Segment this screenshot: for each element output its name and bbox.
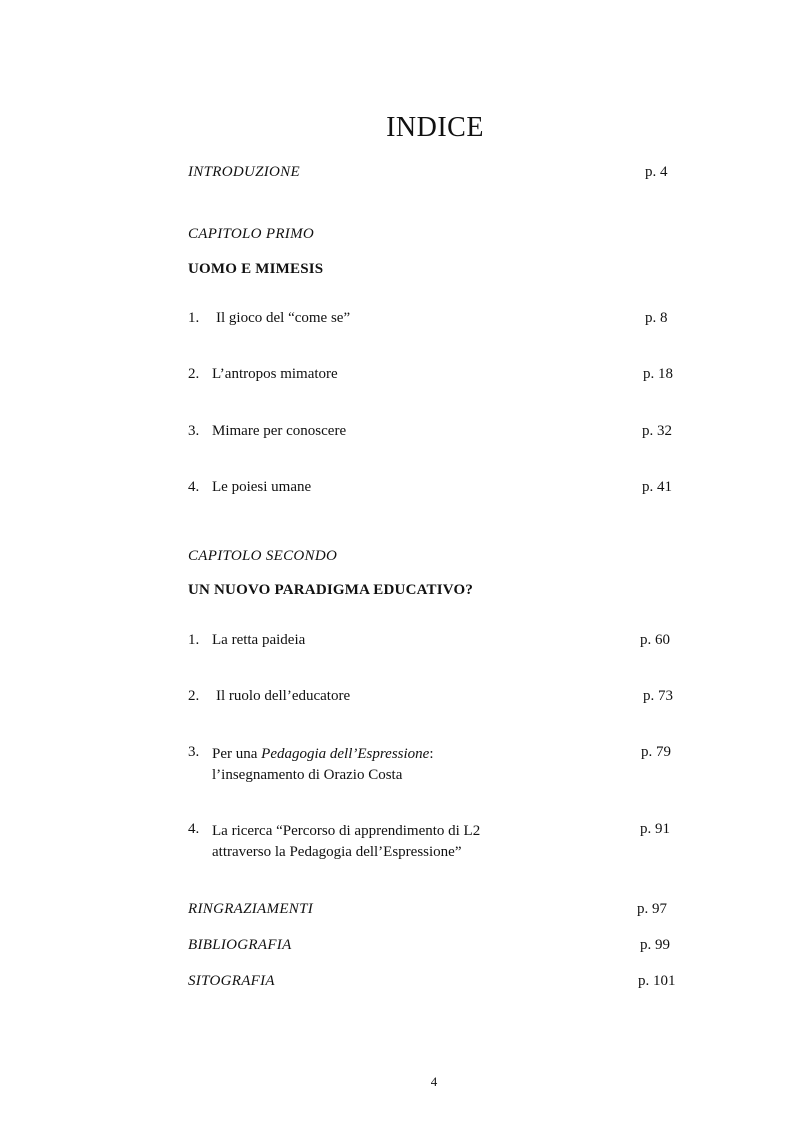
ch2-item4-text[interactable] bbox=[212, 821, 480, 863]
chapter2-title: UN NUOVO PARADIGMA EDUCATIVO? bbox=[188, 582, 474, 598]
chapter2-heading: CAPITOLO SECONDO bbox=[188, 548, 338, 564]
ch1-item3-page: p. 32 bbox=[642, 423, 672, 439]
toc-sitografia-page: p. 101 bbox=[638, 973, 676, 989]
ch2-item2-text[interactable]: Il ruolo dell’educatore bbox=[216, 688, 351, 704]
ch1-item1-text[interactable]: Il gioco del “come se” bbox=[216, 310, 351, 326]
ch2-item4-num: 4. bbox=[188, 821, 200, 837]
toc-ringraziamenti-page: p. 97 bbox=[637, 901, 667, 917]
ch1-item4-num: 4. bbox=[188, 479, 200, 495]
ch2-item3-text-post: : bbox=[429, 746, 434, 762]
ch2-item1-text[interactable]: La retta paideia bbox=[212, 632, 306, 648]
ch2-item3-text[interactable] bbox=[212, 744, 434, 786]
chapter1-title: UOMO E MIMESIS bbox=[188, 261, 324, 277]
ch2-item3-num: 3. bbox=[188, 744, 200, 760]
ch1-item3-text[interactable]: Mimare per conoscere bbox=[212, 423, 347, 439]
ch2-item1-num: 1. bbox=[188, 632, 200, 648]
ch2-item2-page: p. 73 bbox=[643, 688, 673, 704]
ch2-item1-page: p. 60 bbox=[640, 632, 670, 648]
ch1-item2-text[interactable]: L’antropos mimatore bbox=[212, 366, 338, 382]
ch2-item4-text-line1: La ricerca “Percorso di apprendimento di L2 bbox=[212, 823, 481, 839]
toc-sitografia-label[interactable]: SITOGRAFIA bbox=[188, 973, 275, 989]
ch2-item3-text-line2: l’insegnamento di Orazio Costa bbox=[212, 767, 403, 783]
page-number: 4 bbox=[430, 1074, 438, 1089]
toc-bibliografia-label[interactable]: BIBLIOGRAFIA bbox=[188, 937, 292, 953]
ch1-item4-text[interactable]: Le poiesi umane bbox=[212, 479, 312, 495]
ch2-item3-text-pre: Per una bbox=[212, 746, 262, 762]
page-title: INDICE bbox=[386, 112, 484, 143]
ch1-item4-page: p. 41 bbox=[642, 479, 672, 495]
toc-ringraziamenti-label[interactable]: RINGRAZIAMENTI bbox=[188, 901, 314, 917]
ch2-item3-text-emphasis: Pedagogia dell’Espressione bbox=[261, 746, 430, 762]
toc-bibliografia-page: p. 99 bbox=[640, 937, 670, 953]
toc-intro-label[interactable]: INTRODUZIONE bbox=[188, 164, 300, 180]
ch2-item2-num: 2. bbox=[188, 688, 200, 704]
ch2-item3-page: p. 79 bbox=[641, 744, 671, 760]
toc-intro-page: p. 4 bbox=[645, 164, 668, 180]
ch1-item3-num: 3. bbox=[188, 423, 200, 439]
ch1-item1-num: 1. bbox=[188, 310, 200, 326]
ch1-item2-page: p. 18 bbox=[643, 366, 673, 382]
ch2-item4-page: p. 91 bbox=[640, 821, 670, 837]
ch2-item4-text-line2: attraverso la Pedagogia dell’Espressione” bbox=[212, 844, 462, 860]
chapter1-heading: CAPITOLO PRIMO bbox=[188, 226, 315, 242]
ch1-item1-page: p. 8 bbox=[645, 310, 668, 326]
ch1-item2-num: 2. bbox=[188, 366, 200, 382]
